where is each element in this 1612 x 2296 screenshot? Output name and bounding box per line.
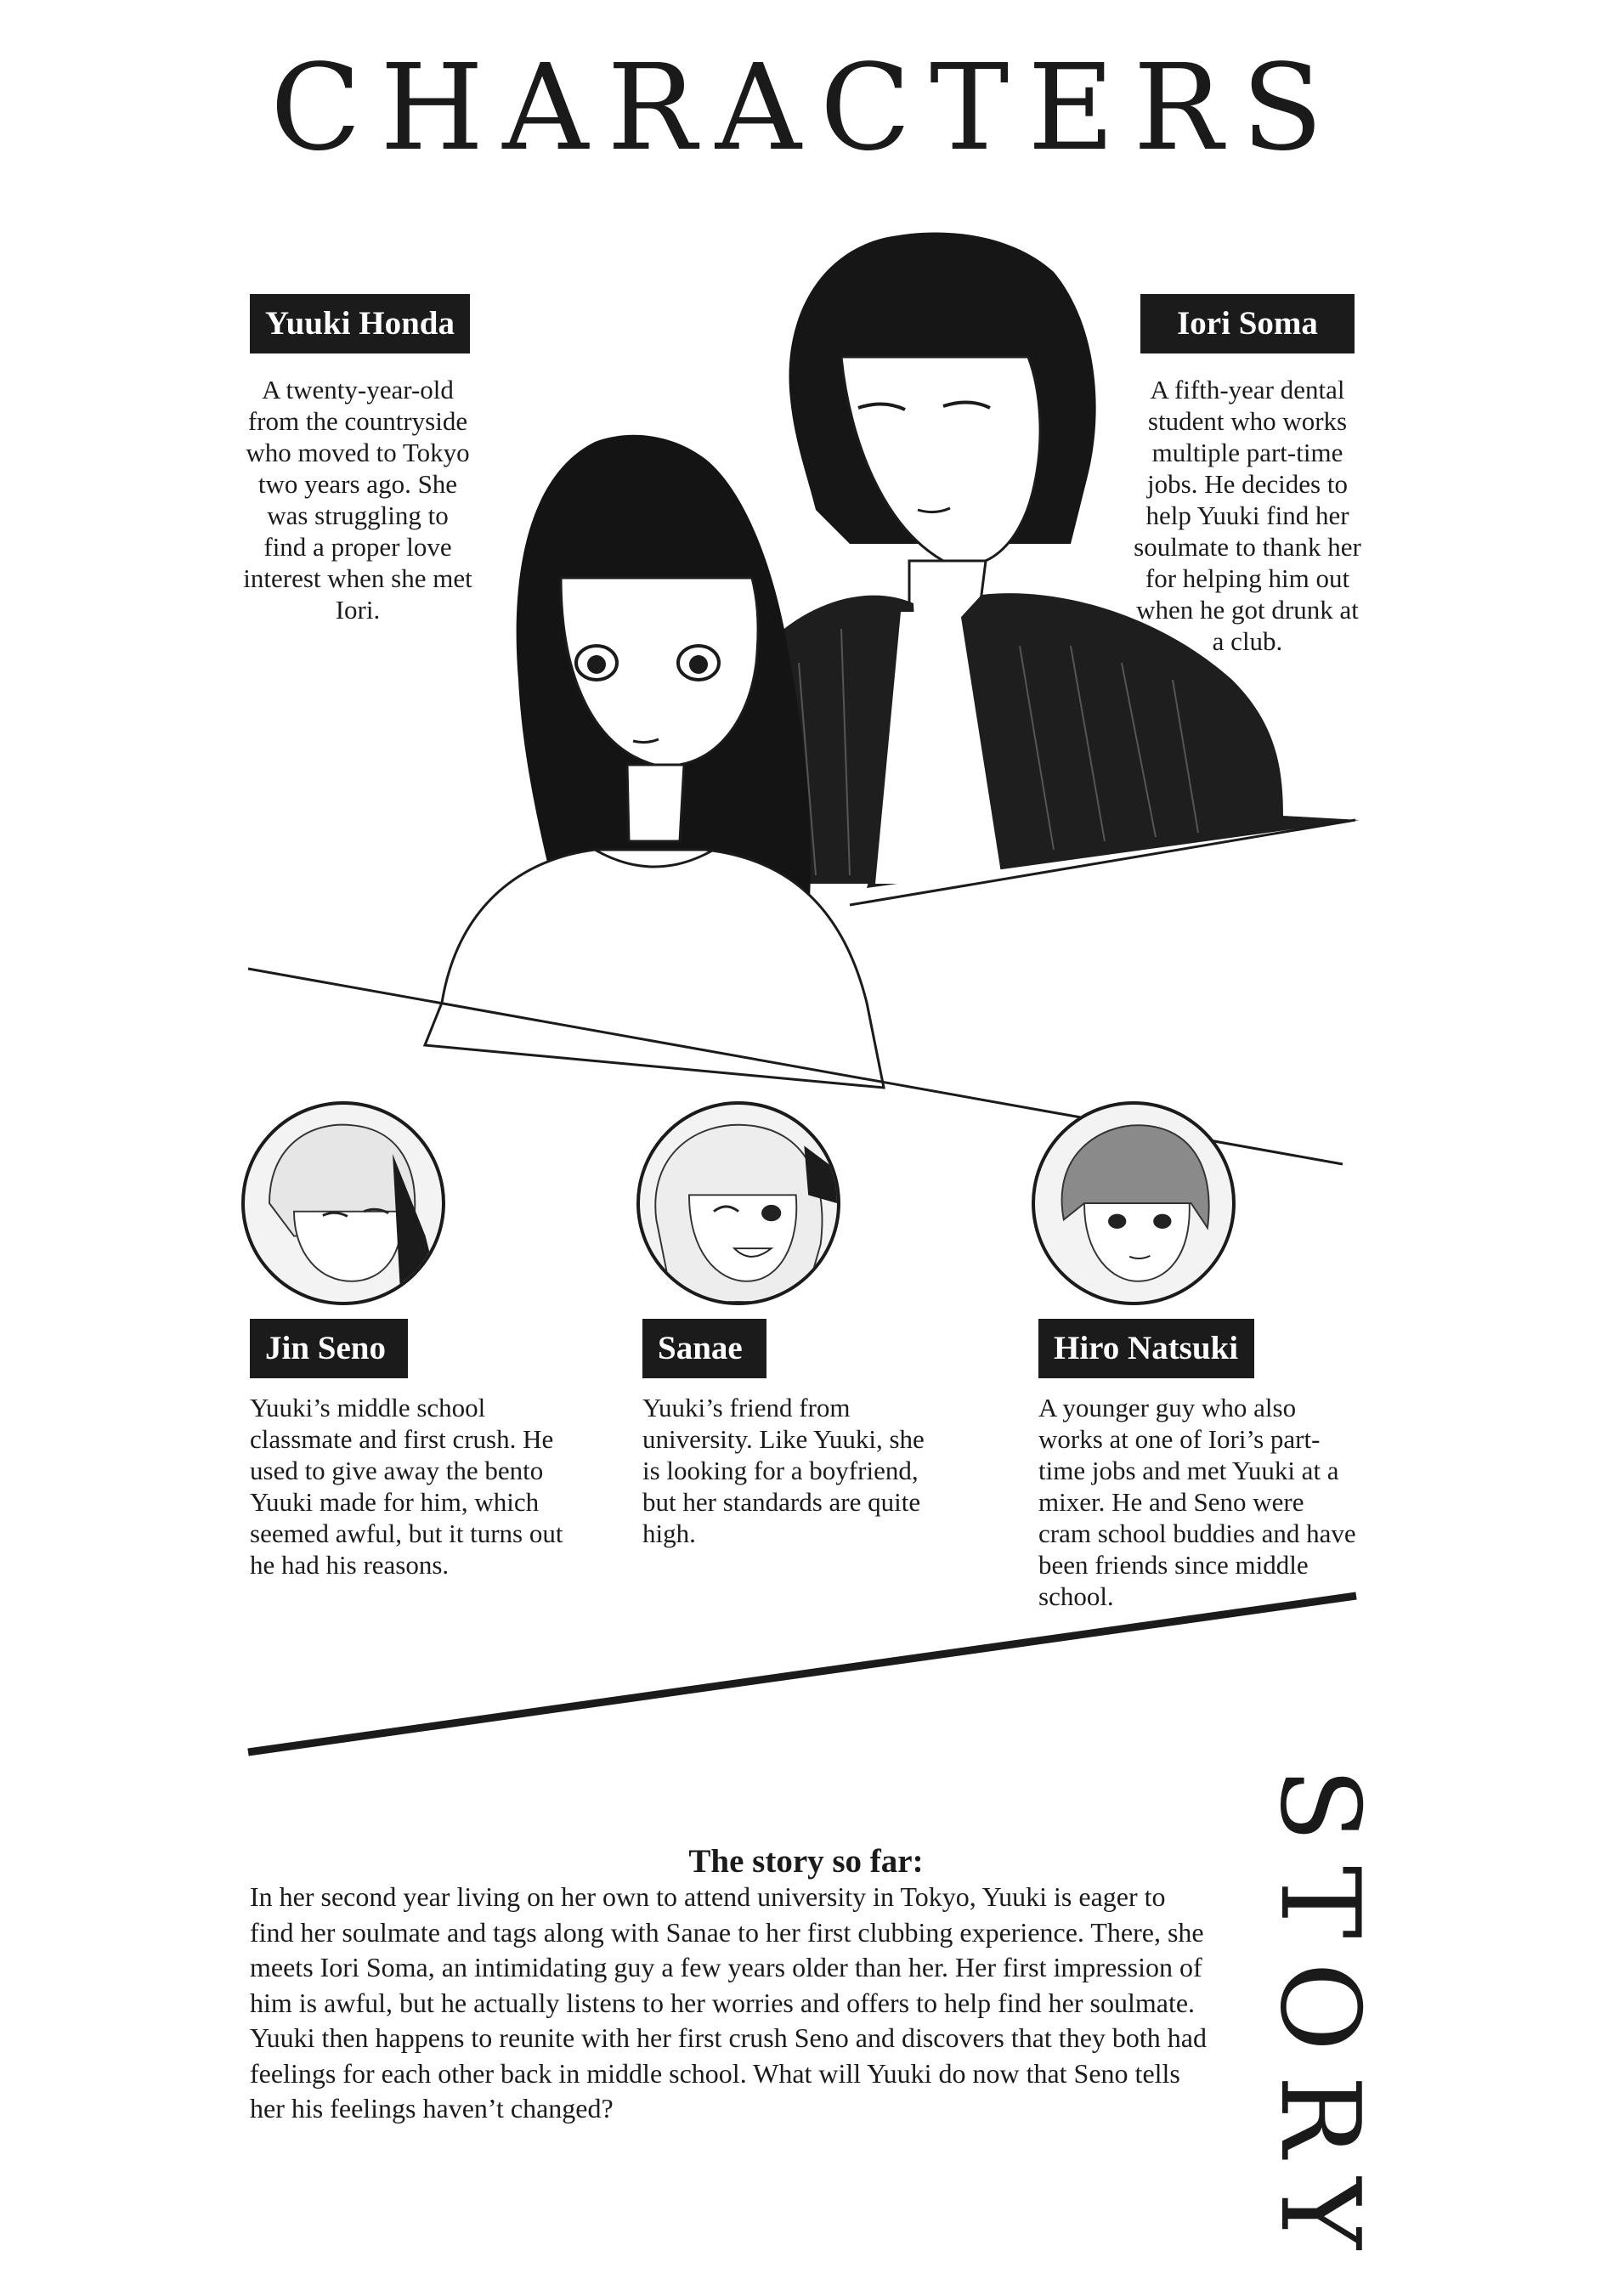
character-name-label: Sanae <box>642 1319 766 1378</box>
hiro-portrait <box>1032 1101 1236 1305</box>
character-name-label: Iori Soma <box>1140 294 1355 353</box>
character-description: A fifth-year dental student who works multiple part-time jobs. He decides to help Yuuki find her soulmate to thank her for helping him out when he got drunk at a club. <box>1134 375 1361 656</box>
story-heading: The story so far: <box>688 1843 924 1880</box>
character-name-label: Hiro Natsuki <box>1038 1319 1254 1378</box>
divider-line <box>248 1596 1356 1752</box>
page-title: CHARACTERS <box>270 39 1342 178</box>
seno-portrait <box>241 1101 445 1305</box>
story-section-label: STORY <box>1256 1767 1383 2273</box>
character-name-label: Jin Seno <box>250 1319 408 1378</box>
character-description: A younger guy who also works at one of Iori’s part-time jobs and met Yuuki at a mixer. He and Seno were cram school buddies and have been friends since middle school. <box>1038 1393 1356 1611</box>
character-description: Yuuki’s middle school classmate and first crush. He used to give away the bento Yuuki made for him, which seemed awful, but it turns out he had his reasons. <box>250 1393 563 1580</box>
character-name-label: Yuuki Honda <box>250 294 470 353</box>
story-body: In her second year living on her own to attend university in Tokyo, Yuuki is eager to find her soulmate and tags along with Sanae to her first clubbing experience. There, she meets Iori Soma, an intimidating guy a few years older than her. Her first impression of him is awful, but he actually listens to her worries and offers to help find her soulmate. Yuuki then happens to reunite with her first crush Seno and discovers that they both had feelings for each other back in middle school. What will Yuuki do now that Seno tells her his feelings haven’t changed? <box>250 1881 1207 2124</box>
sanae-portrait <box>636 1101 840 1305</box>
character-description: Yuuki’s friend from university. Like Yuuki, she is looking for a boyfriend, but her standards are quite high. <box>642 1393 925 1548</box>
character-description: A twenty-year-old from the countryside who moved to Tokyo two years ago. She was struggling to find a proper love interest when she met Iori. <box>243 375 472 625</box>
